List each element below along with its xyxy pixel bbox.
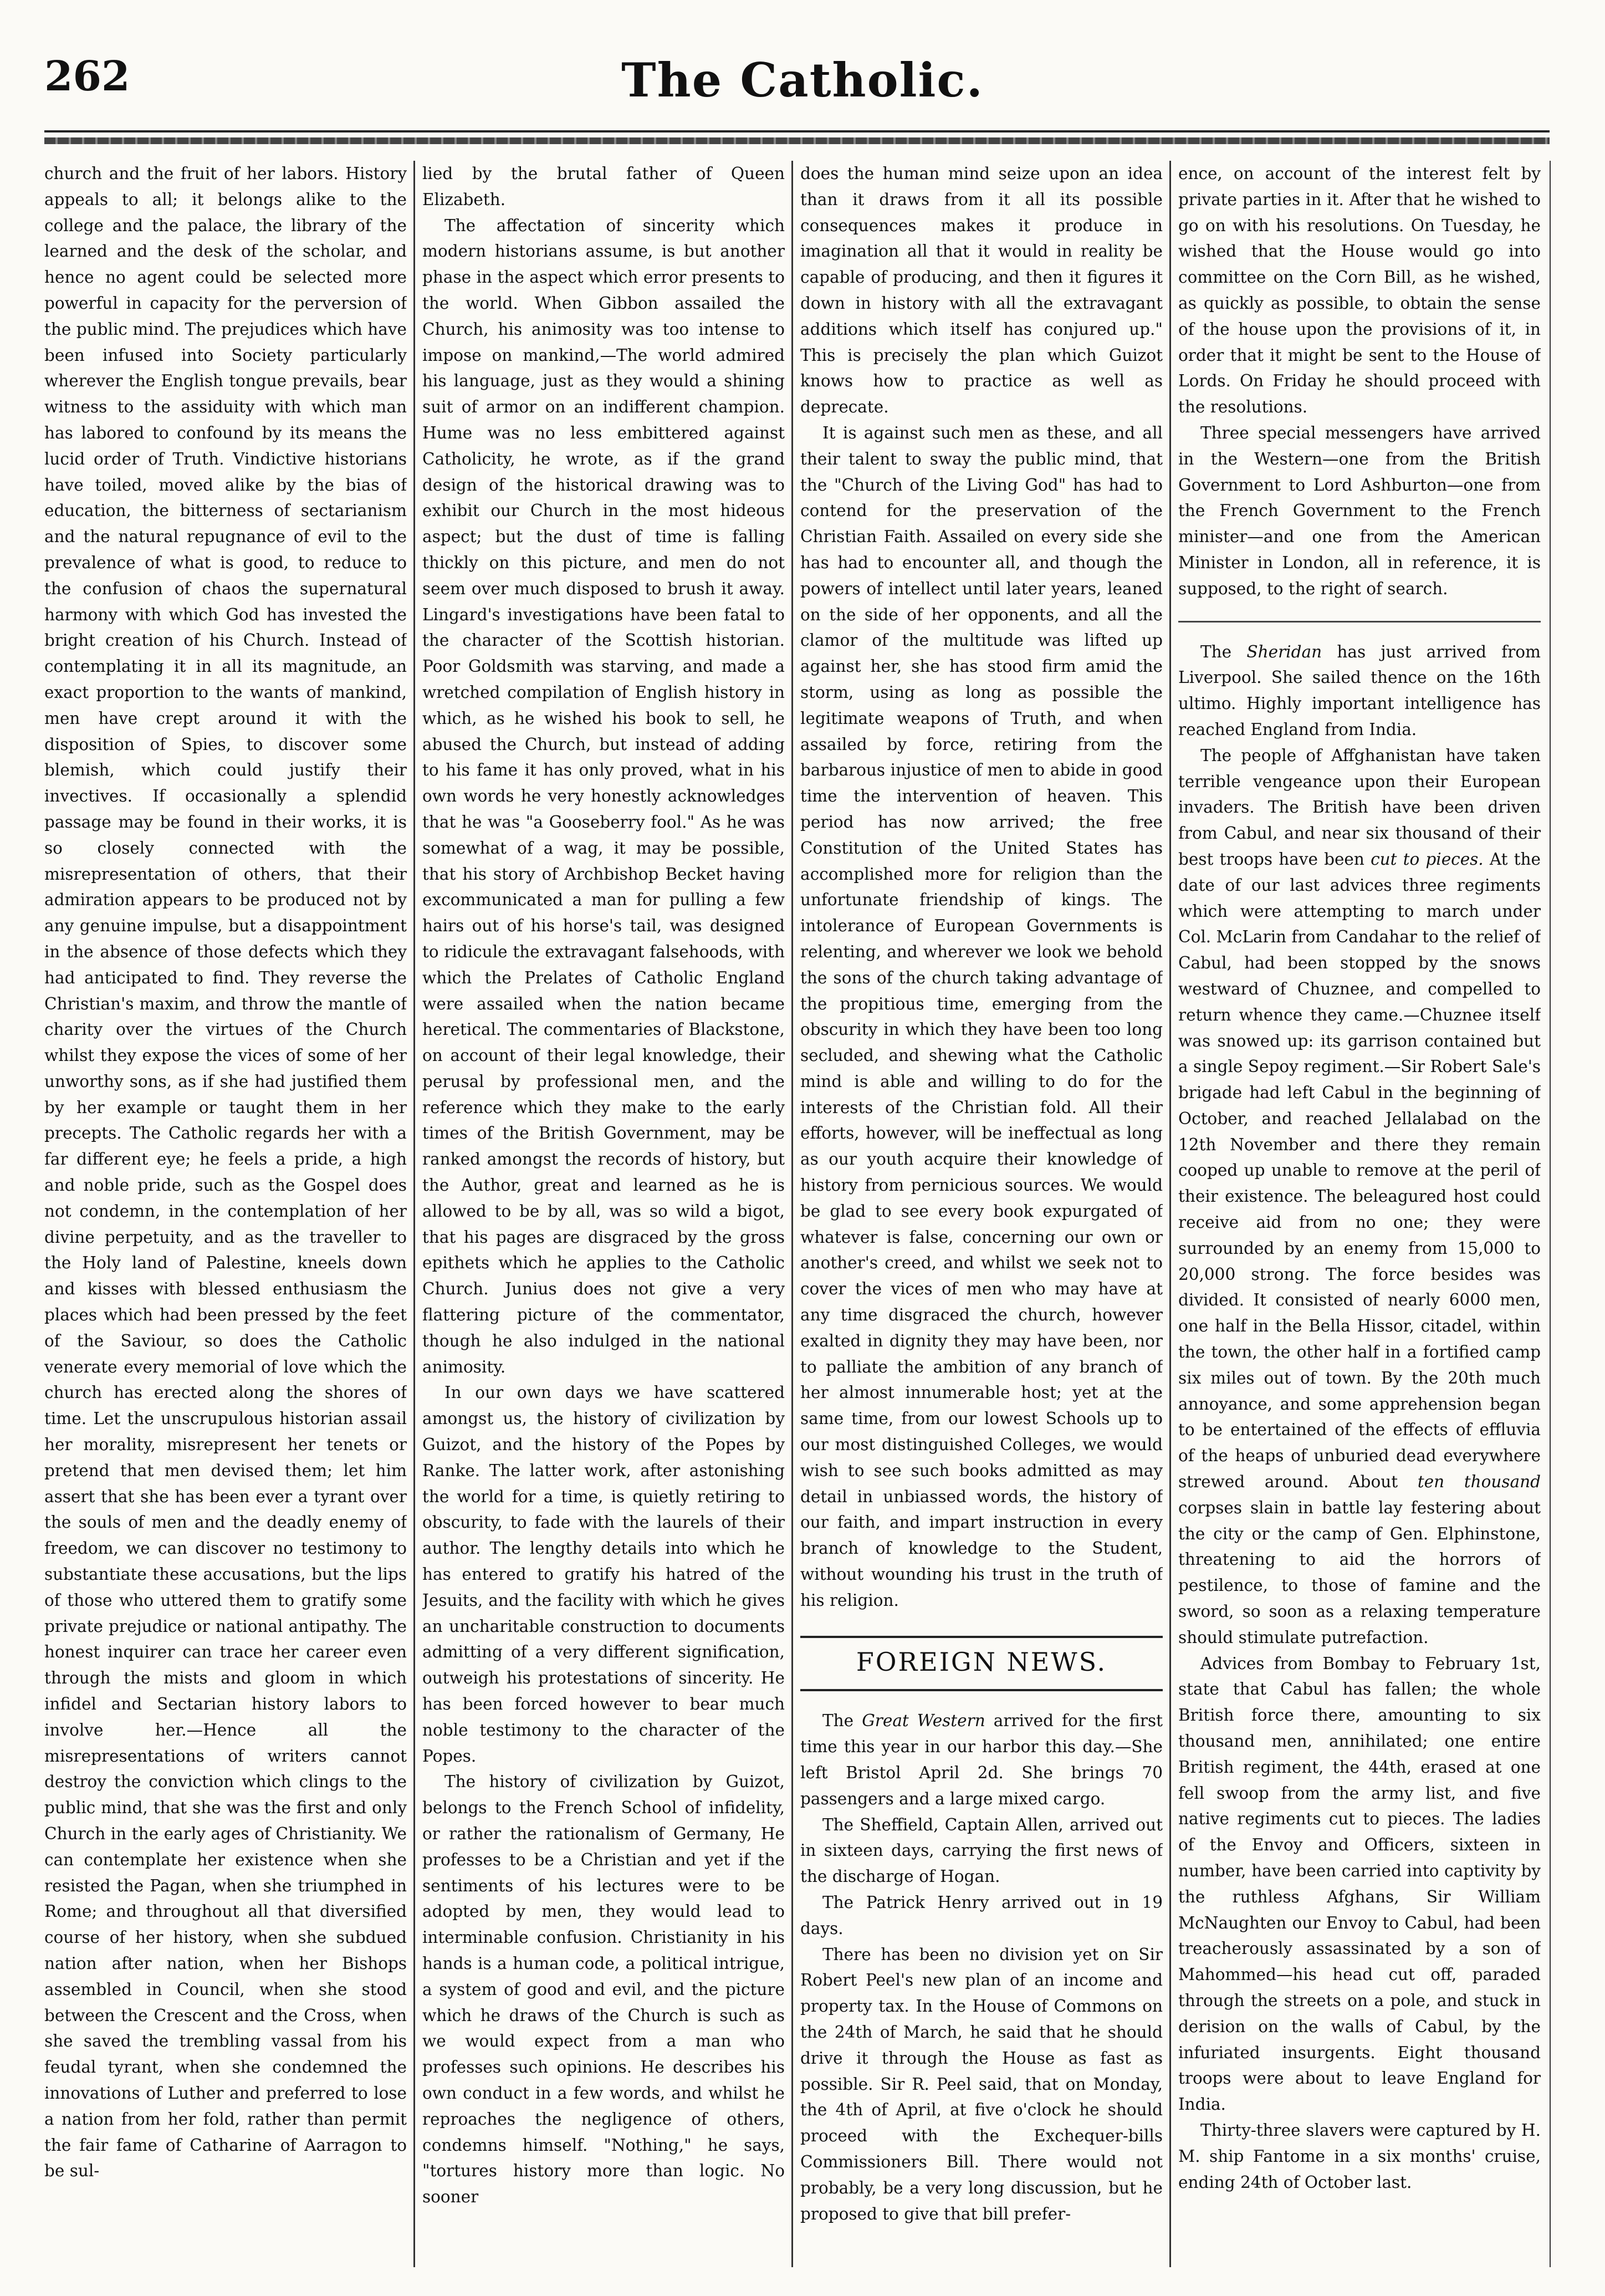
paragraph: lied by the brutal father of Queen Elizabeth. [422,164,785,209]
page-number: 262 [44,53,130,100]
paragraph: The history of civilization by Guizot, belongs to the French School of infidelity, or rather the rationalism of Germany, He professes to be a Christian and yet if the sentiments of his lectures were to be adopted by men, they would lead to interminable confusion. Christianity in his hands is a human code, a political intrigue, a system of good and evil, and the picture which he draws of the Church is such as we would expect from a man who professes such opinions. He describes his own conduct in a few words, and whilst he reproaches the negligence of others, condemns himself. "Nothing," he says, "tortures history more than logic. No sooner [422,1772,785,2207]
paragraph: church and the fruit of her labors. History appeals to all; it belongs alike to the college and the palace, the library of the learned and the desk of the scholar, and hence no agent could be selected more powerful in capacity for the perversion of the public mind. The prejudices which have been infused into Society particularly wherever the English tongue prevails, bear witness to the assiduity with which man has labored to confound by its means the lucid order of Truth. Vindictive historians have toiled, moved alike by the bias of education, the bitterness of sectarianism and the natural repugnance of evil to the prevalence of what is good, to reduce to the confusion of chaos the supernatural harmony with which God has invested the bright creation of his Church. Instead of contemplating it in all its magnitude, an exact proportion to the wants of mankind, men have crept around it with the disposition of Spies, to discover some blemish, which could justify their invectives. If occasionally a splendid passage may be found in their works, it is so closely connected with the misrepresentation of others, that their admiration appears to be produced not by any genuine impulse, but a disappointment in the absence of those defects which they had anticipated to find. They reverse the Christian's maxim, and throw the mantle of charity over the virtues of the Church whilst they expose the vices of some of her unworthy sons, as if she had justified them by her example or taught them in her precepts. The Catholic regards her with a far different eye; he feels a pride, a high and noble pride, such as the Gospel does not condemn, in the contemplation of her divine perpetuity, and as the traveller to the Holy land of Palestine, kneels down and kisses with blessed enthusiasm the places which had been pressed by the feet of the Saviour, so does the Catholic venerate every memorial of love which the church has erected along the shores of time. Let the unscrupulous historian assail her morality, misrepresent her tenets or pretend that men devised them; let him assert that she has been ever a tyrant over the souls of men and the deadly enemy of freedom, we can discover no testimony to substantiate these accusations, but the lips of those who uttered them to gratify some private prejudice or national antipathy. The honest inquirer can trace her career even through the mists and gloom in which infidel and Sectarian history labors to involve her.—Hence all the misrepresentations of writers cannot destroy the conviction which clings to the public mind, that she was the first and only Church in the early ages of Christianity. We can contemplate her existence when she resisted the Pagan, when she triumphed in Rome; and throughout all that diversified course of her history, when she subdued nation after nation, when her Bishops assembled in Council, when she stood between the Crescent and the Cross, when she saved the trembling vassal from his feudal tyrant, when she condemned the innovations of Luther and preferred to lose a nation from her fold, rather than permit the fair fame of Catharine of Aarragon to be sul- [44,164,407,2181]
news-item: The Sheffield, Captain Allen, arrived out in sixteen days, carrying the first news of the discharge of Hogan. [800,1815,1163,1886]
news-item: The Sheridan has just arrived from Liverpool. She sailed thence on the 16th ultimo. Highly important intelligence has reached England from India. [1178,642,1541,739]
paragraph: It is against such men as these, and all their talent to sway the public mind, that the "Church of the Living God" has had to contend for the preservation of the Christian Faith. Assailed on every side she has had to encounter all, and though the powers of intellect until later years, leaned on the side of her opponents, and all the clamor of the multitude was lifted up against her, she has stood firm amid the storm, using as long as possible the legitimate weapons of Truth, and when assailed by force, retiring from the barbarous injustice of men to abide in good time the intervention of heaven. This period has now arrived; the free Constitution of the United States has accomplished more for religion than the unfortunate friendship of kings. The intolerance of European Governments is relenting, and wherever we look we behold the sons of the church taking advantage of the propitious time, emerging from the obscurity in which they have been too long secluded, and shewing what the Catholic mind is able and willing to do for the interests of the Christian fold. All their efforts, however, will be ineffectual as long as our youth acquire their knowledge of history from pernicious sources. We would be glad to see every book expurgated of whatever is false, concerning our own or another's creed, and whilst we seek not to cover the vices of men who may have at any time disgraced the church, however exalted in dignity they may have been, nor to palliate the ambition of any branch of her almost innumerable host; yet at the same time, from our lowest Schools up to our most distinguished Colleges, we would wish to see such books admitted as may detail in unbiassed words, the history of our faith, and impart instruction in every branch of knowledge to the Student, without wounding his trust in the truth of his religion. [800,423,1163,1610]
foreign-news-header [800,1636,1163,1692]
column-1 [44,161,407,2267]
news-item: The Patrick Henry arrived out in 19 days. [800,1893,1163,1938]
news-item: The people of Affghanistan have taken terrible vengeance upon their European invaders. The British have been driven from Cabul, and near six thousand of their best troops have been cut to pieces. At the date of our last advices three regiments which were attempting to march under Col. McLarin from Candahar to the relief of Cabul, had been stopped by the snows westward of Chuznee, and compelled to return whence they came.—Chuznee itself was snowed up: its garrison contained but a single Sepoy regiment.—Sir Robert Sale's brigade had left Cabul in the beginning of October, and reached Jellalabad on the 12th November and there they remain cooped up unable to remove at the peril of their existence. The beleagured host could receive aid from no one; they were surrounded by an enemy from 15,000 to 20,000 strong. The force besides was divided. It consisted of nearly 6000 men, one half in the Bella Hissor, citadel, within the town, the other half in a fortified camp six miles out of town. By the 20th much annoyance, and some apprehension began to be entertained of the effects of effluvia of the heaps of unburied dead everywhere strewed around. About ten thousand corpses slain in battle lay festering about the city or the camp of Gen. Elphinstone, threatening to aid the horrors of pestilence, to those of famine and the sword, so soon as a relaxing temperature should stimulate putrefaction. [1178,746,1541,1647]
header-ornament-rule [44,137,1550,144]
news-separator [1178,621,1541,623]
header-rule [44,130,1550,132]
column-divider [413,161,415,2267]
paragraph: The affectation of sincerity which modern historians assume, is but another phase in the aspect which error presents to the world. When Gibbon assailed the Church, his animosity was too intense to impose on mankind,—The world admired his language, just as they would a shining suit of armor on an indifferent champion. Hume was no less embittered against Catholicity, he wrote, as if the grand design of the historical drawing was to exhibit our Church in the most hideous aspect; but the dust of time is falling thickly on this picture, and men do not seem over much disposed to brush it away. Lingard's investigations have been fatal to the character of the Scottish historian. Poor Goldsmith was starving, and made a wretched compilation of English history in which, as he wished his book to sell, he abused the Church, but instead of adding to his fame it has only proved, what in his own words he very honestly acknowledges that he was "a Gooseberry fool." As he was somewhat of a wag, it may be possible, that his story of Archbishop Becket having excommunicated a man for pulling a few hairs out of his horse's tail, was designed to ridicule the extravagant falsehoods, with which the Prelates of Catholic England were assailed when the nation became heretical. The commentaries of Blackstone, on account of their legal knowledge, their perusal by professional men, and the reference which they make to the early times of the British Government, may be ranked amongst the records of history, but the Author, great and learned as he is allowed to be by all, was so wild a bigot, that his pages are disgraced by the gross epithets which he applies to the Catholic Church. Junius does not give a very flattering picture of the commentator, though he also indulged in the national animosity. [422,216,785,1376]
news-item: Three special messengers have arrived in the Western—one from the British Government to Lord Ashburton—one from the French Government to the French minister—and one from the American Minister in London, all in reference, it is supposed, to the right of search. [1178,423,1541,598]
news-item: The Great Western arrived for the first time this year in our harbor this day.—She left Bristol April 2d. She brings 70 passengers and a large mixed cargo. [800,1711,1163,1808]
column-2 [422,161,785,2267]
column-divider [791,161,793,2267]
news-item: Advices from Bombay to February 1st, state that Cabul has fallen; the whole British force there, amounting to six thousand men, annihilated; one entire British regiment, the 44th, erased at one fell swoop from the army list, and five native regiments cut to pieces. The ladies of the Envoy and Officers, sixteen in number, have been carried into captivity by the ruthless Afghans, Sir William McNaughten our Envoy to Cabul, had been treacherously assassinated by a son of Mahommed—his head cut off, paraded through the streets on a pole, and stuck in derision on the walls of Cabul, by the infuriated insurgents. Eight thousand troops were about to leave England for India. [1178,1654,1541,2114]
column-divider [1169,161,1171,2267]
column-3 [800,161,1163,2267]
masthead-title: The Catholic. [621,53,984,108]
news-item: Thirty-three slavers were captured by H. M. ship Fantome in a six months' cruise, ending 24th of October last. [1178,2120,1541,2192]
news-item: There has been no division yet on Sir Robert Peel's new plan of an income and property tax. In the House of Commons on the 24th of March, he said that he should drive it through the House as fast as possible. Sir R. Peel said, that on Monday, the 4th of April, at five o'clock he should proceed with the Exchequer-bills Commissioners Bill. There would not probably, be a very long discussion, but he proposed to give that bill prefer- [800,1945,1163,2223]
section-heading: FOREIGN NEWS. [856,1646,1107,1677]
paragraph: does the human mind seize upon an idea than it draws from it all its possible consequences makes it produce in imagination all that it would in reality be capable of producing, and then it figures it down in history with all the extravagant additions which itself has conjured up." This is precisely the plan which Guizot knows how to practice as well as deprecate. [800,164,1163,417]
column-divider [1550,161,1551,2267]
column-4 [1178,161,1541,2267]
news-item: ence, on account of the interest felt by private parties in it. After that he wished to go on with his resolutions. On Tuesday, he wished that the House would go into committee on the Corn Bill, as he wished, as quickly as possible, to obtain the sense of the house upon the provisions of it, in order that it might be sent to the House of Lords. On Friday he should proceed with the resolutions. [1178,164,1541,417]
paragraph: In our own days we have scattered amongst us, the history of civilization by Guizot, and the history of the Popes by Ranke. The latter work, after astonishing the world for a time, is quietly retiring to obscurity, to fade with the laurels of their author. The lengthy details into which he has entered to gratify his hatred of the Jesuits, and the facility with which he gives an uncharitable construction to documents admitting of a very different signification, outweigh his protestations of sincerity. He has been forced however to bear much noble testimony to the character of the Popes. [422,1383,785,1766]
